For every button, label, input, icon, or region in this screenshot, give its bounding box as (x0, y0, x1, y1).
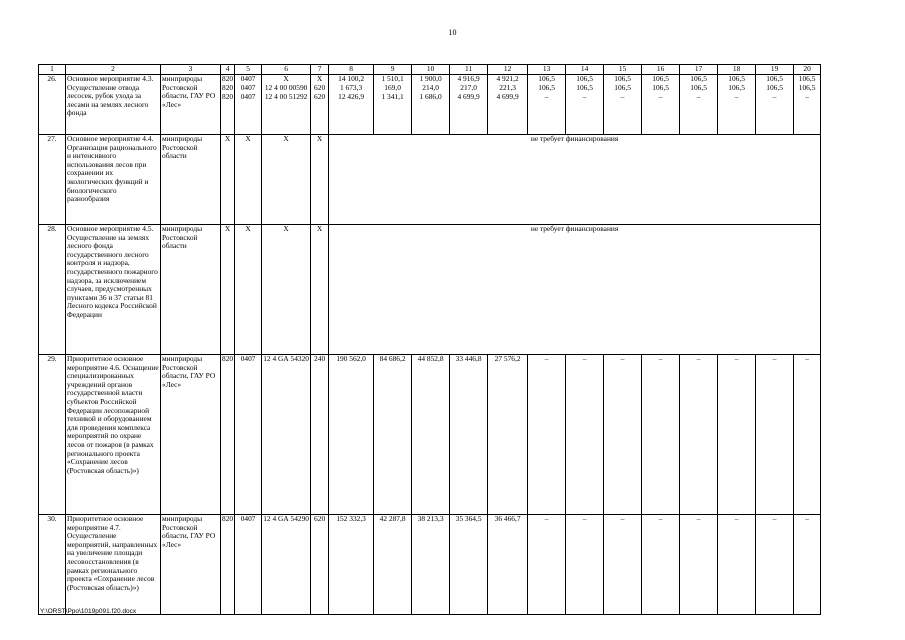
subrow-value: 106,5 (766, 75, 783, 83)
subrow-value: 4 699,9 (496, 93, 519, 101)
subrow-value: 106,5 (690, 75, 707, 83)
value-cell: 33 446,8 (450, 355, 488, 515)
value-cell: 38 213,3 (412, 515, 450, 615)
value-cell: – (756, 355, 794, 515)
subrow-value: Х (316, 75, 323, 83)
value-cell: 620 (311, 515, 329, 615)
value-cell (221, 75, 235, 135)
column-number-cell: 9 (374, 65, 412, 75)
subrow-value: 106,5 (614, 84, 631, 92)
subrow-value: 4 699,9 (457, 93, 480, 101)
row-number-cell: 30. (39, 515, 66, 615)
subrow-value: – (582, 93, 587, 101)
value-cell: 820 (221, 515, 235, 615)
column-number-cell: 10 (412, 65, 450, 75)
subrow-value: 820 (222, 93, 234, 101)
value-cell: – (680, 355, 718, 515)
measure-title-cell: Основное мероприятие 4.3. Осуществление отвода лесосек, рубок ухода за лесами на землях лесного фонда (66, 75, 161, 135)
measure-title-cell: Приоритетное основное мероприятие 4.7. Осуществление мероприятий, направленных на увеличение площади лесовосстановления (в рамках регионального проекта «Сохранение лесов (Ростовская область)») (66, 515, 161, 615)
value-cell (756, 75, 794, 135)
value-cell: – (794, 515, 821, 615)
subrow-value: 106,5 (652, 84, 669, 92)
column-number-cell: 1 (39, 65, 66, 75)
value-cell: 12 4 GА 54320 (262, 355, 311, 515)
value-cell: 27 576,2 (488, 355, 528, 515)
value-cell (566, 75, 604, 135)
subrow-value: 12 4 00 51292 (264, 93, 308, 101)
executor-cell: минприроды Ростовской области, ГАУ РО «Лес» (161, 515, 221, 615)
value-cell: – (528, 515, 566, 615)
subrow-value: 620 (314, 84, 326, 92)
column-number-row (39, 65, 821, 75)
program-table (38, 64, 821, 615)
column-number-cell: 8 (329, 65, 374, 75)
value-cell: 84 686,2 (374, 355, 412, 515)
subrow-value: 106,5 (652, 75, 669, 83)
column-number-cell: 14 (566, 65, 604, 75)
value-cell: 240 (311, 355, 329, 515)
value-cell: Х (262, 135, 311, 225)
value-cell (718, 75, 756, 135)
value-cell: – (528, 355, 566, 515)
column-number-cell: 19 (756, 65, 794, 75)
subrow-value: – (805, 93, 809, 101)
value-cell: 0407 (235, 355, 262, 515)
subrow-value: 106,5 (614, 75, 631, 83)
value-cell (329, 75, 374, 135)
value-cell: 0407 (235, 515, 262, 615)
executor-cell: минприроды Ростовской области, ГАУ РО «Лес» (161, 355, 221, 515)
row-number-cell: 26. (39, 75, 66, 135)
subrow-value: 1 686,0 (419, 93, 442, 101)
subrow-value: 0407 (240, 84, 256, 92)
column-number-cell: 16 (642, 65, 680, 75)
table-row (39, 225, 821, 355)
no-funding-note: не требует финансирования (329, 135, 821, 225)
subrow-value: 1 341,1 (381, 93, 404, 101)
value-cell (604, 75, 642, 135)
value-cell: Х (221, 225, 235, 355)
table-row (39, 75, 821, 135)
column-number-cell: 5 (235, 65, 262, 75)
value-cell (235, 75, 262, 135)
subrow-value: 106,5 (728, 75, 745, 83)
value-cell: 42 287,8 (374, 515, 412, 615)
column-number-cell: 15 (604, 65, 642, 75)
value-cell: – (642, 355, 680, 515)
column-number-cell: 12 (488, 65, 528, 75)
value-cell: – (680, 515, 718, 615)
subrow-value: 0407 (240, 75, 256, 83)
subrow-value: – (658, 93, 663, 101)
value-cell (528, 75, 566, 135)
measure-title-cell: Основное мероприятие 4.5. Осуществление на землях лесного фонда государственного лесного контроля и надзора, государственного пожарного надзора, за исключением случаев, предусмотренных пунктами 36 и 37 статьи 81 Лесного кодекса Российской Федерации (66, 225, 161, 355)
value-cell (680, 75, 718, 135)
value-cell: 820 (221, 355, 235, 515)
subrow-value: – (772, 93, 777, 101)
subrow-value: 14 100,2 (338, 75, 365, 83)
subrow-value: 106,5 (576, 75, 593, 83)
subrow-value: – (696, 93, 701, 101)
value-cell: Х (311, 225, 329, 355)
value-cell: – (642, 515, 680, 615)
subrow-value: – (544, 93, 549, 101)
value-cell: 152 332,3 (329, 515, 374, 615)
subrow-value: 169,0 (384, 84, 401, 92)
table-row (39, 135, 821, 225)
value-cell: – (756, 515, 794, 615)
value-cell: Х (262, 225, 311, 355)
value-cell: – (566, 355, 604, 515)
subrow-value: 106,5 (538, 84, 555, 92)
subrow-value: 1 900,0 (419, 75, 442, 83)
value-cell: 12 4 GА 54290 (262, 515, 311, 615)
value-cell: – (566, 515, 604, 615)
value-cell: Х (311, 135, 329, 225)
value-cell: Х (221, 135, 235, 225)
column-number-cell: 2 (66, 65, 161, 75)
value-cell: 190 562,0 (329, 355, 374, 515)
column-number-cell: 17 (680, 65, 718, 75)
value-cell (794, 75, 821, 135)
value-cell: Х (235, 225, 262, 355)
column-number-cell: 11 (450, 65, 488, 75)
executor-cell: минприроды Ростовской области (161, 135, 221, 225)
value-cell: 44 852,8 (412, 355, 450, 515)
column-number-cell: 4 (221, 65, 235, 75)
value-cell (450, 75, 488, 135)
subrow-value: – (620, 93, 625, 101)
value-cell (642, 75, 680, 135)
subrow-value: 106,5 (728, 84, 745, 92)
column-number-cell: 7 (311, 65, 329, 75)
subrow-value: 106,5 (690, 84, 707, 92)
value-cell (412, 75, 450, 135)
subrow-value: 1 673,3 (340, 84, 363, 92)
subrow-value: – (734, 93, 739, 101)
table-row (39, 355, 821, 515)
executor-cell: минприроды Ростовской области (161, 225, 221, 355)
value-cell: – (604, 515, 642, 615)
no-funding-note: не требует финансирования (329, 225, 821, 355)
subrow-value: 4 921,2 (496, 75, 519, 83)
value-cell (488, 75, 528, 135)
subrow-value: 221,3 (499, 84, 516, 92)
subrow-value: 12 4 00 00590 (264, 84, 308, 92)
value-cell: 36 466,7 (488, 515, 528, 615)
subrow-value: Х (283, 75, 289, 83)
subrow-value: 106,5 (798, 75, 816, 83)
subrow-value: 217,0 (460, 84, 477, 92)
subrow-value: 106,5 (798, 84, 816, 92)
subrow-value: 820 (222, 84, 234, 92)
column-number-cell: 20 (794, 65, 821, 75)
column-number-cell: 13 (528, 65, 566, 75)
subrow-value: 12 426,9 (338, 93, 365, 101)
subrow-value: 106,5 (766, 84, 783, 92)
subrow-value: 214,0 (422, 84, 439, 92)
value-cell: Х (235, 135, 262, 225)
value-cell: – (604, 355, 642, 515)
column-number-cell: 18 (718, 65, 756, 75)
column-number-cell: 3 (161, 65, 221, 75)
row-number-cell: 27. (39, 135, 66, 225)
value-cell (262, 75, 311, 135)
subrow-value: 620 (314, 93, 326, 101)
value-cell: – (718, 355, 756, 515)
value-cell: 35 364,5 (450, 515, 488, 615)
measure-title-cell: Основное мероприятие 4.4. Организация рационального и интенсивного использования лесов при сохранении их экологических функций и биологического разнообразия (66, 135, 161, 225)
subrow-value: 0407 (240, 93, 256, 101)
subrow-value: 4 916,9 (457, 75, 480, 83)
subrow-value: 820 (222, 75, 234, 83)
executor-cell: минприроды Ростовской области, ГАУ РО «Лес» (161, 75, 221, 135)
value-cell (311, 75, 329, 135)
row-number-cell: 29. (39, 355, 66, 515)
measure-title-cell: Приоритетное основное мероприятие 4.6. Оснащение специализированных учреждений органов государственной власти субъектов Российской Федерации лесопожарной техникой и оборудованием для проведения комплекса мероприятий по охране лесов от пожаров (в рамках регионального проекта «Сохранение лесов (Ростовская область)») (66, 355, 161, 515)
subrow-value: 106,5 (538, 75, 555, 83)
page-number: 10 (448, 28, 457, 37)
value-cell: – (794, 355, 821, 515)
value-cell: – (718, 515, 756, 615)
table-row (39, 515, 821, 615)
subrow-value: 1 510,1 (381, 75, 404, 83)
column-number-cell: 6 (262, 65, 311, 75)
value-cell (374, 75, 412, 135)
row-number-cell: 28. (39, 225, 66, 355)
document-file-path: Y:\ORST\Ppo\1019p091.f20.docx (40, 608, 137, 615)
subrow-value: 106,5 (576, 84, 593, 92)
